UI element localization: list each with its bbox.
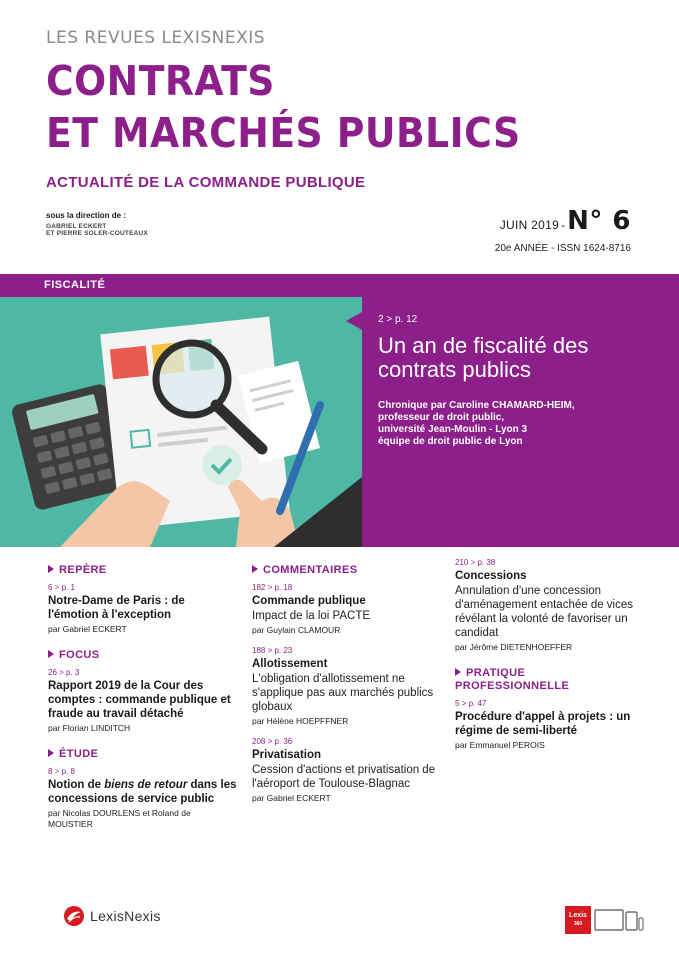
- article-ref: 208 > p. 36: [252, 737, 293, 746]
- issue-header: [500, 206, 631, 236]
- section-title: COMMENTAIRES: [252, 564, 438, 577]
- section-title: ÉTUDE: [48, 748, 238, 761]
- triangle-icon: [48, 650, 54, 658]
- lexisnexis-logo: [63, 905, 161, 927]
- article-author: par Hélène HOEPFFNER: [252, 716, 349, 726]
- feature-title: Un an de fiscalité des contrats publics: [378, 333, 589, 382]
- article-title: Notre-Dame de Paris : de l'émotion à l'exception: [48, 595, 185, 621]
- article-author: par Emmanuel PEROIS: [455, 740, 545, 750]
- article-author: par Gabriel ECKERT: [48, 624, 127, 634]
- article-title: Allotissement: [252, 658, 328, 670]
- article-ref: 6 > p. 1: [48, 583, 75, 592]
- feature-pointer: [346, 312, 362, 330]
- author-line: professeur de droit public,: [378, 412, 505, 423]
- section-title: FOCUS: [48, 649, 238, 662]
- toc-column-left: [48, 564, 238, 830]
- article-title: Concessions: [455, 570, 527, 582]
- article-description: L'obligation d'allotissement ne s'applique pas aux marchés publics globaux: [252, 673, 434, 713]
- article-ref: 5 > p. 47: [455, 699, 487, 708]
- author-line: université Jean-Moulin - Lyon 3: [378, 424, 528, 435]
- article-title: Privatisation: [252, 749, 322, 761]
- issue-year-issn: 20e ANNÉE - ISSN 1624-8716: [494, 243, 631, 254]
- article-title: Notion de biens de retour dans les concessions de service public: [48, 779, 237, 805]
- triangle-icon: [455, 668, 461, 676]
- article-author: par Gabriel ECKERT: [252, 793, 331, 803]
- journal-title-line1: CONTRATS: [46, 57, 275, 105]
- toc-column-right: [455, 558, 635, 751]
- article-author: par Guylain CLAMOUR: [252, 625, 341, 635]
- direction-label: sous la direction de :: [46, 211, 127, 220]
- cover-illustration: [0, 297, 362, 547]
- feature-ref: 2 > p. 12: [378, 314, 418, 325]
- author-line: équipe de droit public de Lyon: [378, 436, 523, 447]
- direction-name-2: ET PIERRE SOLER-COUTEAUX: [46, 230, 148, 237]
- article-ref: 188 > p. 23: [252, 646, 293, 655]
- direction-name-1: GABRIEL ECKERT: [46, 223, 107, 230]
- triangle-icon: [48, 749, 54, 757]
- devices-icon: [594, 908, 644, 934]
- article-author: par Jérôme DIETENHOEFFER: [455, 642, 573, 652]
- article-description: Annulation d'une concession d'aménagement entachée de vices révélant la volonté de favoriser un candidat: [455, 585, 634, 639]
- journal-title-line2: ET MARCHÉS PUBLICS: [46, 109, 521, 157]
- section-title: REPÈRE: [48, 564, 238, 577]
- article-description: Impact de la loi PACTE: [252, 610, 371, 622]
- publisher-name: LES REVUES LEXISNEXIS: [46, 28, 266, 48]
- triangle-icon: [252, 565, 258, 573]
- audit-document-illustration: [0, 297, 362, 547]
- article-title: Procédure d'appel à projets : un régime de semi-liberté: [455, 711, 631, 737]
- article-ref: 26 > p. 3: [48, 668, 80, 677]
- feature-author: [378, 400, 668, 448]
- lexisnexis-emblem-icon: [63, 905, 85, 927]
- triangle-icon: [48, 565, 54, 573]
- issue-number: N° 6: [567, 206, 631, 236]
- article-description: Cession d'actions et privatisation de l'aéroport de Toulouse-Blagnac: [252, 764, 436, 790]
- article-author: par Florian LINDITCH: [48, 723, 131, 733]
- section-title: PRATIQUE PROFESSIONNELLE: [455, 667, 570, 692]
- lexis360-badge: Lexis 360: [565, 906, 591, 934]
- journal-subtitle: ACTUALITÉ DE LA COMMANDE PUBLIQUE: [46, 174, 366, 191]
- article-ref: 8 > p. 8: [48, 767, 75, 776]
- toc-column-middle: [252, 564, 438, 804]
- article-title: Rapport 2019 de la Cour des comptes : commande publique et fraude au travail détaché: [48, 680, 231, 720]
- issue-date: JUIN 2019: [499, 218, 560, 232]
- direction-block: [46, 211, 148, 237]
- author-line: Chronique par Caroline CHAMARD-HEIM,: [378, 400, 575, 411]
- issue-separator: -: [561, 218, 566, 232]
- article-title: Commande publique: [252, 595, 366, 607]
- article-author: par Nicolas DOURLENS et Roland de MOUSTIER: [48, 808, 191, 829]
- article-ref: 182 > p. 18: [252, 583, 293, 592]
- lexis360-devices: [565, 906, 644, 934]
- logo-text: LexisNexis: [90, 908, 161, 924]
- article-ref: 210 > p. 38: [455, 558, 496, 567]
- section-label: FISCALITÉ: [44, 279, 106, 291]
